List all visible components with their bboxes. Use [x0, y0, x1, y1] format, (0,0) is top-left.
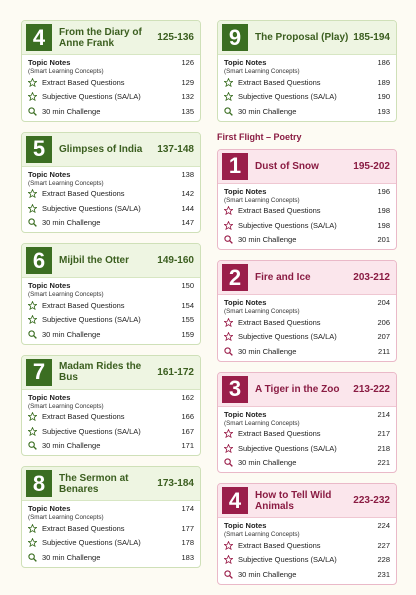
topic-notes-page: 126 [181, 58, 194, 67]
star-outline-icon [28, 427, 37, 436]
extract-page: 129 [181, 77, 194, 87]
chapter-page-range: 137-148 [157, 143, 194, 155]
chapter-contents [22, 501, 200, 567]
topic-notes-subtitle: (Smart Learning Concepts) [28, 402, 104, 410]
topic-notes-page: 174 [181, 504, 194, 513]
star-outline-icon [224, 541, 233, 550]
magnifier-icon [224, 107, 233, 116]
chapter-title: Fire and Ice [255, 272, 311, 283]
subjective-label: Subjective Questions (SA/LA) [238, 220, 337, 230]
extract-label: Extract Based Questions [42, 523, 125, 533]
topic-notes-text: Topic Notes [28, 504, 71, 513]
star-outline-icon [28, 315, 37, 324]
topic-notes-subtitle: (Smart Learning Concepts) [224, 68, 300, 75]
topic-notes-text: Topic Notes [224, 58, 267, 67]
chapter-title: A Tiger in the Zoo [255, 383, 340, 395]
challenge-label: 30 min Challenge [238, 569, 297, 579]
topic-notes-label [224, 521, 377, 538]
magnifier-icon [28, 218, 37, 227]
star-outline-icon [224, 444, 233, 453]
chapter-contents [22, 390, 200, 456]
topic-notes-page: 162 [181, 392, 194, 402]
subjective-row [28, 90, 194, 105]
challenge-row [28, 216, 194, 231]
challenge-label: 30 min Challenge [42, 218, 101, 228]
subjective-row [224, 330, 390, 345]
chapter-page-range: 185-194 [353, 32, 390, 43]
extract-page: 198 [377, 206, 390, 216]
subjective-label: Subjective Questions (SA/LA) [42, 538, 141, 548]
chapter-page-range: 125-136 [157, 32, 194, 43]
star-outline-icon [224, 318, 233, 327]
topic-notes-subtitle: (Smart Learning Concepts) [224, 308, 300, 315]
extract-row [28, 521, 194, 536]
topic-notes-label [28, 170, 181, 187]
subjective-label: Subjective Questions (SA/LA) [42, 315, 141, 325]
chapter-header [218, 484, 396, 518]
challenge-row [224, 104, 390, 119]
topic-notes-label [224, 187, 377, 204]
chapter-number: 7 [26, 359, 52, 386]
chapter-card [217, 149, 397, 251]
chapter-card [217, 20, 397, 122]
topic-notes-page: 138 [181, 169, 194, 179]
extract-page: 206 [377, 317, 390, 327]
challenge-label: 30 min Challenge [238, 106, 297, 116]
magnifier-icon [28, 553, 37, 562]
chapter-title: The Sermon at Benares [59, 472, 129, 495]
subjective-label: Subjective Questions (SA/LA) [42, 92, 141, 102]
challenge-row [224, 233, 390, 248]
challenge-label: 30 min Challenge [238, 458, 297, 468]
extract-label: Extract Based Questions [238, 429, 321, 439]
chapter-contents [218, 518, 396, 584]
challenge-row [224, 344, 390, 359]
extract-row [28, 410, 194, 425]
subjective-row [224, 218, 390, 233]
magnifier-icon [224, 570, 233, 579]
left-column [21, 20, 201, 578]
extract-row [224, 538, 390, 553]
magnifier-icon [28, 107, 37, 116]
challenge-page: 201 [377, 235, 390, 245]
challenge-row [28, 104, 194, 119]
poetry-list [217, 149, 397, 585]
extract-label: Extract Based Questions [42, 300, 125, 310]
topic-notes-row [224, 185, 390, 204]
topic-notes-row [224, 408, 390, 427]
subjective-label: Subjective Questions (SA/LA) [238, 555, 337, 565]
subjective-page: 198 [377, 220, 390, 230]
topic-notes-label [224, 298, 377, 315]
chapter-number: 2 [222, 264, 248, 291]
topic-notes-subtitle: (Smart Learning Concepts) [224, 196, 300, 204]
chapter-header [22, 356, 200, 390]
chapter-card [217, 260, 397, 362]
chapter-card [21, 466, 201, 568]
extract-row [224, 204, 390, 219]
challenge-page: 171 [181, 441, 194, 451]
chapter-page-range: 161-172 [157, 366, 194, 378]
extract-page: 142 [181, 189, 194, 199]
chapter-card [217, 372, 397, 474]
star-outline-icon [28, 78, 37, 87]
topic-notes-label [224, 58, 377, 75]
chapter-header [22, 21, 200, 55]
topic-notes-subtitle: (Smart Learning Concepts) [224, 419, 300, 427]
topic-notes-row [28, 502, 194, 521]
topic-notes-row [28, 168, 194, 187]
subjective-row [28, 424, 194, 439]
topic-notes-subtitle: (Smart Learning Concepts) [28, 179, 104, 187]
challenge-label: 30 min Challenge [238, 235, 297, 245]
magnifier-icon [28, 441, 37, 450]
challenge-page: 183 [181, 552, 194, 562]
star-outline-icon [28, 524, 37, 533]
topic-notes-text: Topic Notes [28, 58, 71, 67]
chapter-card [21, 355, 201, 457]
topic-notes-row [224, 296, 390, 315]
chapter-header [218, 261, 396, 295]
topic-notes-page: 214 [377, 409, 390, 419]
topic-notes-subtitle: (Smart Learning Concepts) [28, 68, 104, 75]
subjective-page: 218 [377, 443, 390, 453]
challenge-page: 147 [181, 218, 194, 228]
chapter-header [22, 244, 200, 278]
star-outline-icon [224, 332, 233, 341]
topic-notes-row [224, 56, 390, 75]
chapter-card [21, 20, 201, 122]
extract-page: 227 [377, 540, 390, 550]
topic-notes-label [224, 410, 377, 427]
star-outline-icon [224, 555, 233, 564]
subjective-page: 167 [181, 426, 194, 436]
chapter-number: 4 [222, 487, 248, 514]
chapter-header [22, 133, 200, 167]
topic-notes-text: Topic Notes [224, 186, 267, 196]
subjective-page: 228 [377, 555, 390, 565]
challenge-page: 231 [377, 569, 390, 579]
subjective-label: Subjective Questions (SA/LA) [238, 443, 337, 453]
chapter-card [217, 483, 397, 585]
star-outline-icon [28, 92, 37, 101]
extract-label: Extract Based Questions [42, 189, 125, 199]
topic-notes-subtitle: (Smart Learning Concepts) [224, 531, 300, 538]
subjective-page: 207 [377, 332, 390, 342]
challenge-row [224, 567, 390, 582]
challenge-page: 211 [378, 346, 390, 356]
star-outline-icon [224, 221, 233, 230]
topic-notes-text: Topic Notes [224, 409, 267, 419]
chapter-title: How to Tell Wild Animals [255, 489, 332, 512]
chapter-contents [22, 55, 200, 121]
chapter-contents [218, 55, 396, 121]
star-outline-icon [28, 189, 37, 198]
subjective-page: 155 [181, 315, 194, 325]
subjective-row [224, 441, 390, 456]
topic-notes-label [28, 504, 181, 521]
subjective-label: Subjective Questions (SA/LA) [238, 92, 337, 102]
magnifier-icon [224, 347, 233, 356]
topic-notes-text: Topic Notes [28, 281, 71, 290]
topic-notes-subtitle: (Smart Learning Concepts) [28, 291, 104, 298]
chapter-number: 4 [26, 24, 52, 51]
subjective-row [224, 553, 390, 568]
challenge-page: 159 [181, 329, 194, 339]
topic-notes-page: 150 [181, 281, 194, 290]
extract-page: 154 [181, 300, 194, 310]
chapter-contents [218, 184, 396, 250]
subjective-page: 132 [181, 92, 194, 102]
extract-row [224, 315, 390, 330]
subjective-row [28, 536, 194, 551]
chapter-card [21, 132, 201, 234]
challenge-row [28, 327, 194, 342]
extract-row [224, 427, 390, 442]
topic-notes-row [28, 391, 194, 410]
extract-label: Extract Based Questions [238, 317, 321, 327]
extract-label: Extract Based Questions [42, 412, 125, 422]
star-outline-icon [224, 206, 233, 215]
chapter-title: Glimpses of India [59, 143, 143, 155]
magnifier-icon [224, 458, 233, 467]
chapter-number: 8 [26, 470, 52, 497]
topic-notes-row [28, 279, 194, 298]
chapter-contents [22, 278, 200, 344]
chapter-contents [218, 295, 396, 361]
star-outline-icon [28, 412, 37, 421]
star-outline-icon [224, 429, 233, 438]
challenge-page: 221 [377, 458, 390, 468]
challenge-row [224, 456, 390, 471]
topic-notes-text: Topic Notes [224, 521, 267, 530]
topic-notes-row [224, 519, 390, 538]
chapter-number: 3 [222, 376, 248, 403]
topic-notes-row [28, 56, 194, 75]
topic-notes-label [28, 58, 181, 75]
chapter-header [218, 373, 396, 407]
subjective-label: Subjective Questions (SA/LA) [42, 426, 141, 436]
right-column [217, 20, 397, 595]
chapter-number: 6 [26, 247, 52, 274]
challenge-row [28, 439, 194, 454]
subjective-row [28, 313, 194, 328]
chapter-page-range: 149-160 [157, 255, 194, 266]
subjective-label: Subjective Questions (SA/LA) [42, 203, 141, 213]
challenge-label: 30 min Challenge [42, 106, 101, 116]
chapter-contents [218, 407, 396, 473]
star-outline-icon [28, 301, 37, 310]
chapter-title: The Proposal (Play) [255, 32, 349, 43]
topic-notes-text: Topic Notes [224, 298, 267, 307]
topic-notes-page: 196 [377, 186, 390, 196]
extract-label: Extract Based Questions [42, 77, 125, 87]
topic-notes-text: Topic Notes [28, 169, 71, 179]
chapter-title: From the Diary of Anne Frank [59, 26, 142, 49]
star-outline-icon [28, 538, 37, 547]
chapter-title: Madam Rides the Bus [59, 361, 142, 383]
chapter-contents [22, 167, 200, 233]
subjective-row [28, 201, 194, 216]
chapter-page-range: 203-212 [353, 272, 390, 283]
extract-label: Extract Based Questions [238, 77, 321, 87]
topic-notes-page: 186 [377, 58, 390, 67]
star-outline-icon [224, 92, 233, 101]
chapter-header [218, 21, 396, 55]
topic-notes-page: 224 [377, 521, 390, 530]
topic-notes-text: Topic Notes [28, 392, 71, 402]
prose-continued [217, 20, 397, 122]
extract-row [28, 75, 194, 90]
challenge-row [28, 550, 194, 565]
extract-label: Extract Based Questions [238, 540, 321, 550]
chapter-header [22, 467, 200, 501]
magnifier-icon [28, 330, 37, 339]
challenge-label: 30 min Challenge [42, 441, 101, 451]
challenge-label: 30 min Challenge [238, 346, 297, 356]
challenge-page: 135 [181, 106, 194, 116]
chapter-page-range: 223-232 [353, 495, 390, 506]
chapter-number: 5 [26, 136, 52, 163]
topic-notes-label [28, 281, 181, 298]
topic-notes-subtitle: (Smart Learning Concepts) [28, 514, 104, 521]
subjective-page: 190 [377, 92, 390, 102]
poetry-heading: First Flight – Poetry [217, 131, 302, 142]
chapter-page-range: 213-222 [353, 383, 390, 395]
chapter-page-range: 195-202 [353, 160, 390, 172]
extract-page: 177 [181, 523, 194, 533]
subjective-page: 178 [181, 538, 194, 548]
extract-label: Extract Based Questions [238, 206, 321, 216]
subjective-row [224, 90, 390, 105]
extract-page: 189 [377, 77, 390, 87]
extract-page: 217 [377, 429, 390, 439]
extract-row [224, 75, 390, 90]
chapter-header [218, 150, 396, 184]
star-outline-icon [224, 78, 233, 87]
chapter-number: 9 [222, 24, 248, 51]
extract-row [28, 298, 194, 313]
chapter-card [21, 243, 201, 345]
extract-page: 166 [181, 412, 194, 422]
magnifier-icon [224, 235, 233, 244]
challenge-page: 193 [377, 106, 390, 116]
star-outline-icon [28, 204, 37, 213]
challenge-label: 30 min Challenge [42, 552, 101, 562]
subjective-label: Subjective Questions (SA/LA) [238, 332, 337, 342]
challenge-label: 30 min Challenge [42, 329, 101, 339]
chapter-title: Dust of Snow [255, 160, 319, 172]
extract-row [28, 187, 194, 202]
topic-notes-label [28, 393, 181, 410]
topic-notes-page: 204 [377, 298, 390, 307]
chapter-page-range: 173-184 [157, 478, 194, 489]
chapter-title: Mijbil the Otter [59, 255, 129, 266]
chapter-number: 1 [222, 153, 248, 180]
subjective-page: 144 [181, 203, 194, 213]
